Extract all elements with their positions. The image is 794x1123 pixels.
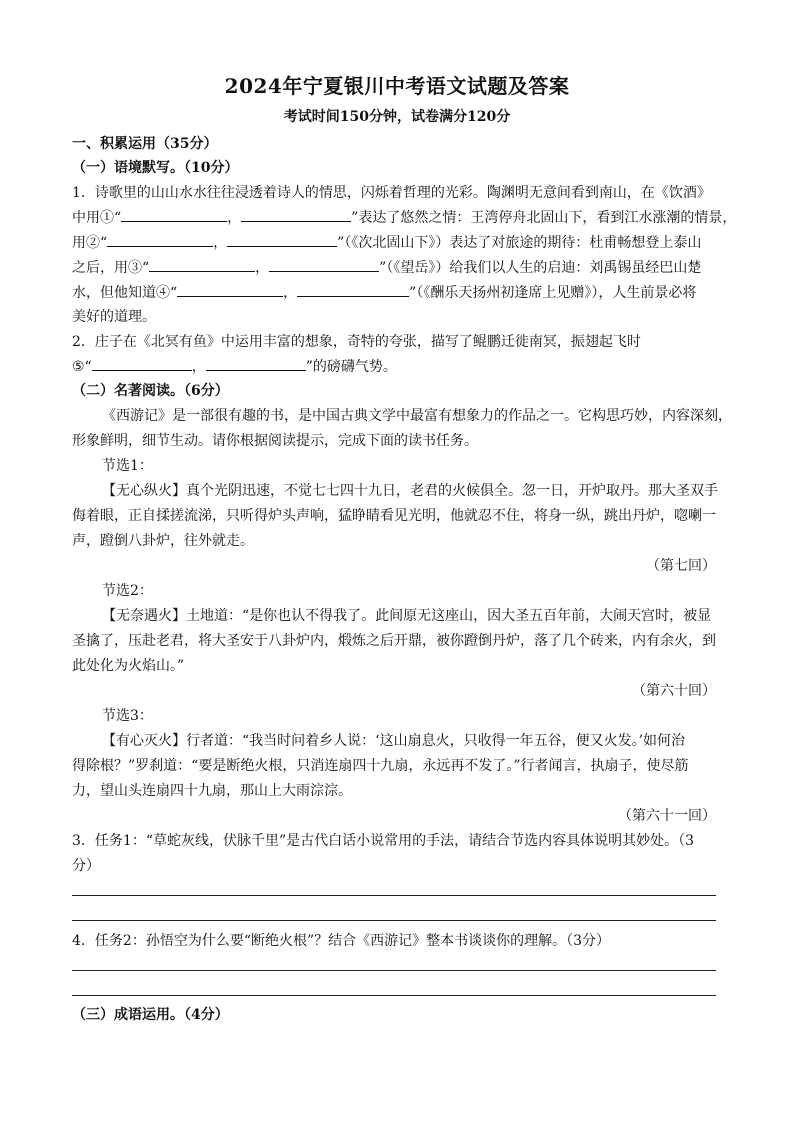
excerpt-source: （第六十回）: [632, 683, 716, 699]
excerpt-label: 节选1：: [102, 458, 153, 474]
question-text: 4．任务2：孙悟空为什么要“断绝火根”？结合《西游记》整本书谈谈你的理解。（3分）: [72, 933, 611, 949]
question-text: [72, 257, 722, 278]
paragraph-text: 《西游记》是一部很有趣的书，是中国古典文学中最富有想象力的作品之一。它构思巧妙，内容深刻，: [102, 408, 732, 424]
text-run: ，: [213, 235, 228, 251]
excerpt-source: （第七回）: [646, 558, 716, 574]
subsection-heading: （三）成语运用。（4分）: [72, 1007, 229, 1023]
fill-blank[interactable]: [177, 282, 283, 297]
excerpt-source: （第六十一回）: [618, 808, 716, 824]
subsection-heading: （一）语境默写。（10分）: [72, 160, 239, 176]
question-text: [72, 232, 722, 253]
excerpt-text: 此处化为火焰山。”: [72, 658, 185, 674]
answer-line[interactable]: [72, 895, 716, 896]
excerpt-text: 侮着眼，正自揉搓流涕，只听得炉头声响，猛睁睛看见光明，他就忍不住，将身一纵，跳出丹炉，唿喇一: [72, 508, 716, 524]
fill-blank[interactable]: [149, 257, 255, 272]
fill-blank[interactable]: [107, 232, 213, 247]
fill-blank[interactable]: [269, 257, 379, 272]
excerpt-text: 力，望山头连扇四十九扇，那山上大雨淙淙。: [72, 783, 352, 799]
text-run: ，: [283, 285, 298, 301]
fill-blank[interactable]: [206, 356, 306, 371]
question-text: [72, 356, 722, 377]
fill-blank[interactable]: [92, 356, 192, 371]
fill-blank[interactable]: [297, 282, 409, 297]
text-run: ”（《望岳》）给我们以人生的启迪：刘禹锡虽经巴山楚: [379, 260, 702, 276]
answer-line[interactable]: [72, 995, 716, 996]
text-run: ，: [255, 260, 270, 276]
excerpt-label: 节选2：: [102, 583, 153, 599]
subsection-heading: （二）名著阅读。（6分）: [72, 383, 229, 399]
text-run: ，: [191, 359, 206, 375]
question-text: 分）: [72, 858, 100, 874]
section-heading: 一、积累运用（35分）: [72, 136, 218, 152]
text-run: ”表达了悠然之情：王湾停舟北固山下，看到江水涨潮的情景，: [351, 210, 737, 226]
exam-info: 考试时间150分钟，试卷满分120分: [283, 109, 511, 125]
fill-blank[interactable]: [121, 207, 227, 222]
question-text: 3．任务1：“草蛇灰线，伏脉千里”是古代白话小说常用的手法，请结合节选内容具体说明其妙处。（3: [72, 833, 695, 849]
fill-blank[interactable]: [241, 207, 351, 222]
question-text: 2．庄子在《北冥有鱼》中运用丰富的想象，奇特的夸张，描写了鲲鹏迁徙南冥，振翅起飞时: [72, 334, 641, 350]
text-run: 中用①“: [72, 210, 122, 226]
fill-blank[interactable]: [227, 232, 337, 247]
text-run: ，: [227, 210, 242, 226]
text-run: ”的磅礴气势。: [305, 359, 397, 375]
text-run: 水，但他知道④“: [72, 285, 178, 301]
paragraph-text: 形象鲜明，细节生动。请你根据阅读提示，完成下面的读书任务。: [72, 433, 478, 449]
answer-line[interactable]: [72, 920, 716, 921]
excerpt-text: 圣擒了，压赴老君，将大圣安于八卦炉内，煅炼之后开鼎，被你蹬倒丹炉，落了几个砖来，内有余火，到: [72, 633, 716, 649]
text-run: ”（《次北固山下》）表达了对旅途的期待：杜甫畅想登上泰山: [337, 235, 702, 251]
text-run: ”（《酬乐天扬州初逢席上见赠》），人生前景必将: [409, 285, 697, 301]
text-run: ⑤“: [72, 359, 92, 375]
question-text: [72, 282, 722, 303]
question-text: 1．诗歌里的山山水水往往浸透着诗人的情思，闪烁着哲理的光彩。陶渊明无意间看到南山，在《饮酒》: [72, 185, 711, 201]
excerpt-label: 节选3：: [102, 708, 153, 724]
text-run: 之后，用③“: [72, 260, 150, 276]
excerpt-text: 声，蹬倒八卦炉，往外就走。: [72, 533, 254, 549]
page-title: 2024年宁夏银川中考语文试题及答案: [224, 74, 570, 98]
excerpt-text: 【无心纵火】真个光阴迅速，不觉七七四十九日，老君的火候俱全。忽一日，开炉取丹。那大圣双手: [102, 483, 718, 499]
question-text: 美好的道理。: [72, 309, 156, 325]
excerpt-text: 得除根？”罗刹道：“要是断绝火根，只消连扇四十九扇，永远再不发了。”行者闻言，执扇子，使尽筋: [72, 758, 689, 774]
question-text: [72, 207, 737, 228]
excerpt-text: 【有心灭火】行者道：“我当时问着乡人说：‘这山扇息火，只收得一年五谷，便又火发。’如何治: [102, 733, 686, 749]
text-run: 用②“: [72, 235, 108, 251]
excerpt-text: 【无奈遇火】土地道：“是你也认不得我了。此间原无这座山，因大圣五百年前，大闹天宫时，被显: [102, 608, 712, 624]
answer-line[interactable]: [72, 970, 716, 971]
